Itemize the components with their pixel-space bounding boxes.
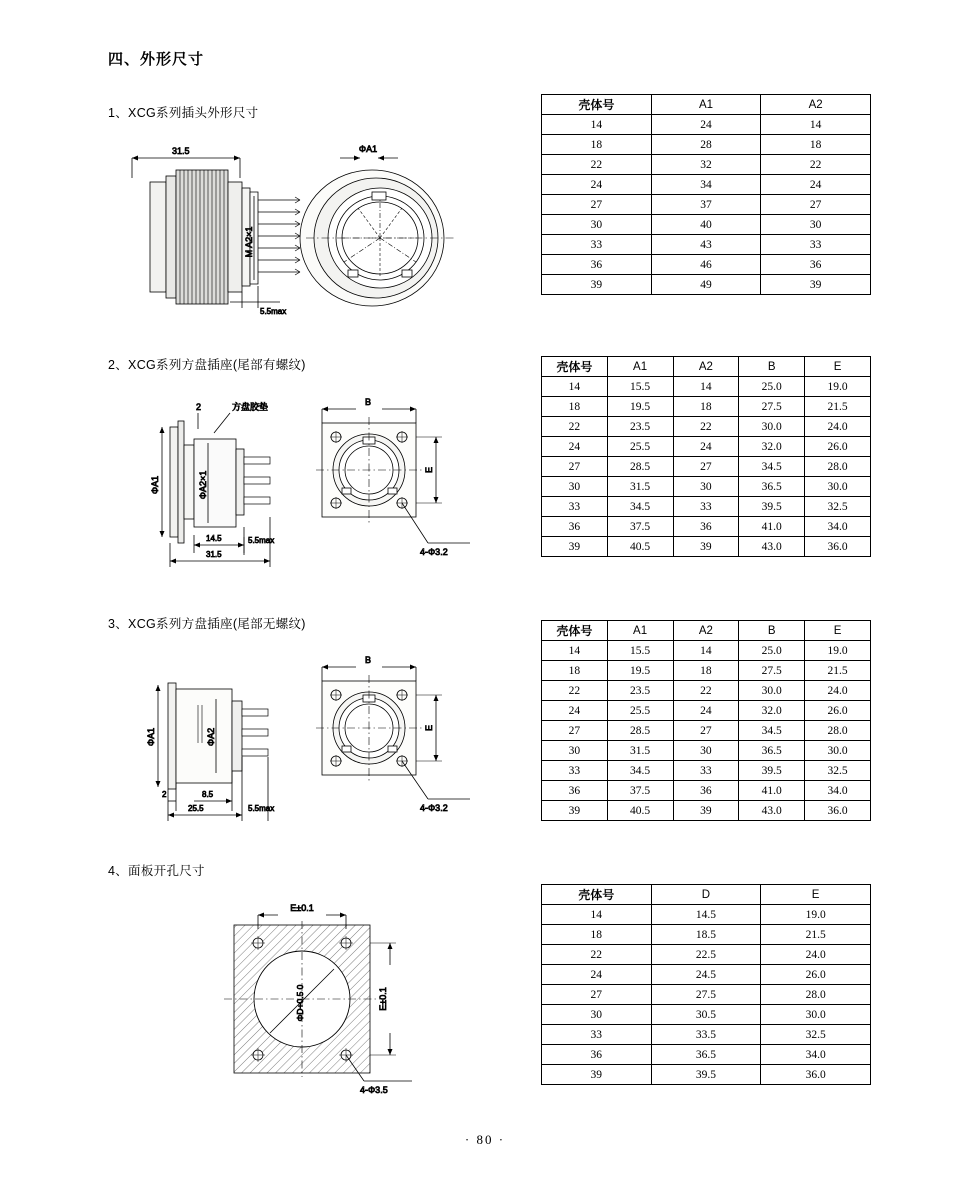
- table-row: [542, 905, 871, 925]
- svg-text:ΦD+0.5 0: ΦD+0.5 0: [295, 984, 305, 1022]
- cell: 36.0: [805, 801, 871, 821]
- cell: 21.5: [805, 661, 871, 681]
- cell: 30.0: [739, 681, 805, 701]
- table-square-flange-unthreaded: [541, 620, 871, 821]
- cell: 43: [651, 235, 761, 255]
- svg-text:8.5: 8.5: [202, 790, 214, 799]
- cell: 34: [651, 175, 761, 195]
- column-header: B: [739, 357, 805, 377]
- cell: 34.5: [607, 761, 673, 781]
- cell: 14: [542, 641, 608, 661]
- table-row: [542, 925, 871, 945]
- page-number: · 80 ·: [464, 1132, 506, 1147]
- cell: 25.0: [739, 377, 805, 397]
- cell: 18: [761, 135, 871, 155]
- column-header: D: [651, 885, 761, 905]
- figure-panel-cutout: [200, 885, 460, 1100]
- cell: 30.0: [805, 741, 871, 761]
- svg-text:2: 2: [162, 790, 167, 799]
- table-row: [542, 1005, 871, 1025]
- cell: 30.5: [651, 1005, 761, 1025]
- cell: 18: [542, 661, 608, 681]
- cell: 24.0: [805, 681, 871, 701]
- cell: 32.5: [805, 497, 871, 517]
- svg-text:5.5max: 5.5max: [260, 307, 287, 316]
- svg-text:M A2×1: M A2×1: [244, 226, 254, 258]
- svg-text:B: B: [364, 397, 372, 407]
- svg-text:4-Φ3.2: 4-Φ3.2: [420, 547, 448, 557]
- cell: 33: [673, 761, 739, 781]
- cell: 36: [673, 517, 739, 537]
- cell: 24.5: [651, 965, 761, 985]
- cell: 27.5: [739, 397, 805, 417]
- cell: 27: [673, 721, 739, 741]
- table-row: [542, 701, 871, 721]
- cell: 34.0: [805, 517, 871, 537]
- svg-text:14.5: 14.5: [206, 534, 222, 543]
- table-row: [542, 517, 871, 537]
- cell: 19.5: [607, 397, 673, 417]
- cell: 18.5: [651, 925, 761, 945]
- item-title-2: 2、XCG系列方盘插座(尾部有螺纹): [108, 358, 306, 372]
- figure-plug-outline: [110, 130, 530, 330]
- cell: 32.5: [761, 1025, 871, 1045]
- cell: 43.0: [739, 801, 805, 821]
- cell: 24.0: [805, 417, 871, 437]
- table-row: [542, 195, 871, 215]
- cell: 25.0: [739, 641, 805, 661]
- table-row: [542, 661, 871, 681]
- cell: 21.5: [761, 925, 871, 945]
- svg-text:E±0.1: E±0.1: [290, 903, 314, 913]
- item-title-1: 1、XCG系列插头外形尺寸: [108, 106, 259, 120]
- cell: 39: [673, 801, 739, 821]
- table-panel-cutout: [541, 884, 871, 1085]
- cell: 30: [542, 477, 608, 497]
- cell: 30: [673, 477, 739, 497]
- cell: 30: [542, 741, 608, 761]
- cell: 23.5: [607, 681, 673, 701]
- cell: 28.0: [761, 985, 871, 1005]
- table-plug-dimensions: [541, 94, 871, 295]
- table-row: [542, 801, 871, 821]
- cell: 22: [542, 945, 652, 965]
- cell: 33: [542, 761, 608, 781]
- cell: 32: [651, 155, 761, 175]
- column-header: 壳体号: [542, 95, 652, 115]
- cell: 19.0: [805, 641, 871, 661]
- table-row: [542, 781, 871, 801]
- cell: 36: [673, 781, 739, 801]
- table-row: [542, 397, 871, 417]
- column-header: E: [805, 357, 871, 377]
- column-header: A2: [673, 621, 739, 641]
- cell: 27: [542, 985, 652, 1005]
- table-row: [542, 681, 871, 701]
- cell: 18: [673, 397, 739, 417]
- cell: 34.0: [805, 781, 871, 801]
- table-row: [542, 945, 871, 965]
- cell: 39: [542, 537, 608, 557]
- cell: 30.0: [805, 477, 871, 497]
- cell: 14: [673, 641, 739, 661]
- cell: 39.5: [739, 497, 805, 517]
- cell: 30: [761, 215, 871, 235]
- cell: 27.5: [651, 985, 761, 1005]
- cell: 28.5: [607, 721, 673, 741]
- cell: 43.0: [739, 537, 805, 557]
- cell: 37.5: [607, 781, 673, 801]
- cell: 39: [761, 275, 871, 295]
- column-header: A1: [651, 95, 761, 115]
- cell: 36: [542, 517, 608, 537]
- column-header: B: [739, 621, 805, 641]
- figure-square-flange-threaded: [110, 385, 530, 585]
- cell: 18: [673, 661, 739, 681]
- cell: 19.0: [761, 905, 871, 925]
- svg-text:E: E: [424, 466, 434, 474]
- cell: 22.5: [651, 945, 761, 965]
- cell: 31.5: [607, 477, 673, 497]
- cell: 27: [542, 195, 652, 215]
- cell: 39: [542, 1065, 652, 1085]
- svg-text:ΦA1: ΦA1: [150, 475, 160, 495]
- cell: 24: [542, 965, 652, 985]
- svg-text:E: E: [424, 724, 434, 732]
- cell: 37.5: [607, 517, 673, 537]
- table-row: [542, 115, 871, 135]
- cell: 33: [542, 1025, 652, 1045]
- cell: 15.5: [607, 641, 673, 661]
- cell: 23.5: [607, 417, 673, 437]
- cell: 36: [542, 1045, 652, 1065]
- svg-text:ΦA2: ΦA2: [206, 727, 216, 747]
- cell: 22: [673, 417, 739, 437]
- cell: 36: [542, 781, 608, 801]
- table-row: [542, 437, 871, 457]
- column-header: A1: [607, 357, 673, 377]
- cell: 27.5: [739, 661, 805, 681]
- table-row: [542, 215, 871, 235]
- cell: 30: [542, 1005, 652, 1025]
- cell: 25.5: [607, 437, 673, 457]
- table-row: [542, 1025, 871, 1045]
- cell: 31.5: [607, 741, 673, 761]
- cell: 40.5: [607, 537, 673, 557]
- cell: 18: [542, 925, 652, 945]
- cell: 28.0: [805, 457, 871, 477]
- svg-text:5.5max: 5.5max: [248, 804, 275, 813]
- table-row: [542, 457, 871, 477]
- cell: 33: [542, 497, 608, 517]
- svg-text:31.5: 31.5: [206, 550, 222, 559]
- cell: 32.5: [805, 761, 871, 781]
- cell: 15.5: [607, 377, 673, 397]
- cell: 14: [673, 377, 739, 397]
- cell: 24: [542, 437, 608, 457]
- table-row: [542, 175, 871, 195]
- cell: 34.5: [739, 457, 805, 477]
- cell: 28: [651, 135, 761, 155]
- cell: 36: [542, 255, 652, 275]
- cell: 14: [542, 115, 652, 135]
- table-row: [542, 417, 871, 437]
- svg-text:31.5: 31.5: [172, 146, 190, 156]
- column-header: A2: [673, 357, 739, 377]
- table-row: [542, 641, 871, 661]
- table-row: [542, 1045, 871, 1065]
- cell: 28.0: [805, 721, 871, 741]
- svg-text:4-Φ3.5: 4-Φ3.5: [360, 1085, 388, 1095]
- cell: 18: [542, 397, 608, 417]
- table-header-row: [542, 621, 871, 641]
- cell: 40: [651, 215, 761, 235]
- svg-text:5.5max: 5.5max: [248, 536, 275, 545]
- cell: 27: [542, 721, 608, 741]
- cell: 49: [651, 275, 761, 295]
- cell: 22: [673, 681, 739, 701]
- cell: 46: [651, 255, 761, 275]
- cell: 19.5: [607, 661, 673, 681]
- cell: 22: [542, 417, 608, 437]
- column-header: A2: [761, 95, 871, 115]
- table-header-row: [542, 357, 871, 377]
- cell: 30: [673, 741, 739, 761]
- cell: 36.5: [739, 741, 805, 761]
- table-row: [542, 155, 871, 175]
- column-header: E: [761, 885, 871, 905]
- cell: 33.5: [651, 1025, 761, 1045]
- cell: 34.5: [739, 721, 805, 741]
- cell: 36.0: [805, 537, 871, 557]
- cell: 34.0: [761, 1045, 871, 1065]
- table-row: [542, 741, 871, 761]
- svg-text:4-Φ3.2: 4-Φ3.2: [420, 803, 448, 813]
- item-title-3: 3、XCG系列方盘插座(尾部无螺纹): [108, 617, 306, 631]
- column-header: 壳体号: [542, 621, 608, 641]
- table-row: [542, 965, 871, 985]
- column-header: E: [805, 621, 871, 641]
- cell: 32.0: [739, 701, 805, 721]
- svg-text:B: B: [364, 655, 372, 665]
- cell: 36.5: [651, 1045, 761, 1065]
- column-header: 壳体号: [542, 357, 608, 377]
- cell: 22: [542, 155, 652, 175]
- svg-text:2: 2: [196, 402, 202, 412]
- cell: 26.0: [805, 437, 871, 457]
- table-row: [542, 985, 871, 1005]
- cell: 24: [761, 175, 871, 195]
- cell: 36.0: [761, 1065, 871, 1085]
- table-header-row: [542, 885, 871, 905]
- cell: 21.5: [805, 397, 871, 417]
- cell: 30.0: [739, 417, 805, 437]
- cell: 22: [542, 681, 608, 701]
- table-row: [542, 377, 871, 397]
- cell: 33: [542, 235, 652, 255]
- cell: 24.0: [761, 945, 871, 965]
- cell: 33: [761, 235, 871, 255]
- cell: 19.0: [805, 377, 871, 397]
- cell: 39.5: [651, 1065, 761, 1085]
- cell: 26.0: [761, 965, 871, 985]
- column-header: 壳体号: [542, 885, 652, 905]
- cell: 27: [542, 457, 608, 477]
- table-header-row: [542, 95, 871, 115]
- table-row: [542, 275, 871, 295]
- cell: 34.5: [607, 497, 673, 517]
- cell: 39: [542, 801, 608, 821]
- svg-text:ΦA1: ΦA1: [358, 144, 378, 154]
- cell: 41.0: [739, 517, 805, 537]
- cell: 14: [542, 377, 608, 397]
- svg-text:25.5: 25.5: [188, 804, 204, 813]
- svg-text:方盘胶垫: 方盘胶垫: [232, 402, 269, 412]
- cell: 25.5: [607, 701, 673, 721]
- cell: 27: [761, 195, 871, 215]
- table-row: [542, 477, 871, 497]
- cell: 27: [673, 457, 739, 477]
- table-row: [542, 1065, 871, 1085]
- svg-text:E±0.1: E±0.1: [378, 987, 388, 1011]
- table-row: [542, 721, 871, 741]
- cell: 37: [651, 195, 761, 215]
- cell: 39: [542, 275, 652, 295]
- table-square-flange-threaded: [541, 356, 871, 557]
- page-title: 四、外形尺寸: [108, 51, 205, 68]
- cell: 30: [542, 215, 652, 235]
- cell: 26.0: [805, 701, 871, 721]
- item-title-4: 4、面板开孔尺寸: [108, 864, 205, 878]
- table-row: [542, 761, 871, 781]
- cell: 32.0: [739, 437, 805, 457]
- cell: 24: [542, 701, 608, 721]
- column-header: A1: [607, 621, 673, 641]
- cell: 30.0: [761, 1005, 871, 1025]
- svg-text:ΦA1: ΦA1: [146, 727, 156, 747]
- cell: 22: [761, 155, 871, 175]
- cell: 18: [542, 135, 652, 155]
- cell: 24: [673, 701, 739, 721]
- cell: 24: [542, 175, 652, 195]
- cell: 24: [651, 115, 761, 135]
- cell: 14.5: [651, 905, 761, 925]
- cell: 33: [673, 497, 739, 517]
- cell: 36: [761, 255, 871, 275]
- table-row: [542, 255, 871, 275]
- table-row: [542, 235, 871, 255]
- cell: 41.0: [739, 781, 805, 801]
- cell: 24: [673, 437, 739, 457]
- table-row: [542, 135, 871, 155]
- cell: 40.5: [607, 801, 673, 821]
- table-row: [542, 497, 871, 517]
- figure-square-flange-unthreaded: [110, 645, 530, 835]
- table-row: [542, 537, 871, 557]
- cell: 39: [673, 537, 739, 557]
- cell: 36.5: [739, 477, 805, 497]
- cell: 14: [542, 905, 652, 925]
- cell: 14: [761, 115, 871, 135]
- cell: 39.5: [739, 761, 805, 781]
- cell: 28.5: [607, 457, 673, 477]
- svg-text:ΦA2×1: ΦA2×1: [198, 470, 208, 500]
